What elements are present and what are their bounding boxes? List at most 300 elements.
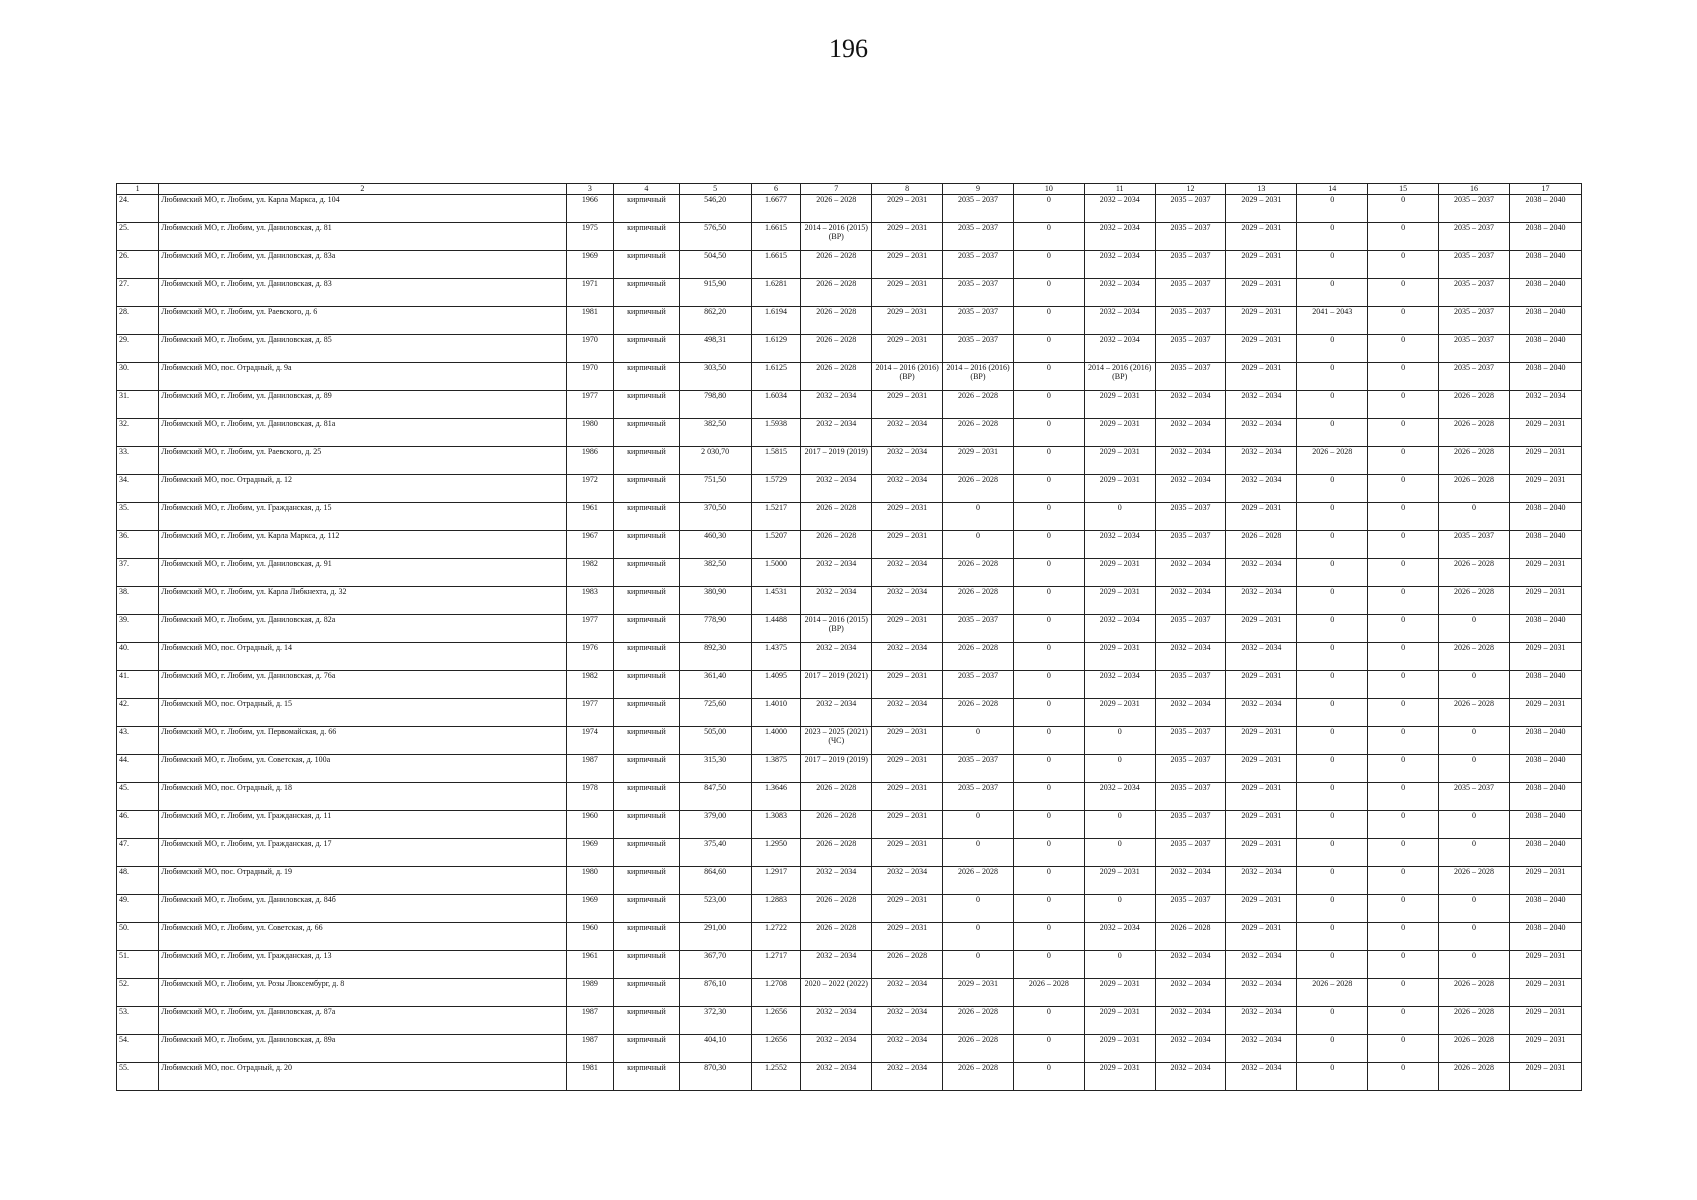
table-cell: 2026 – 2028 [1439, 867, 1510, 895]
table-cell: 2029 – 2031 [1084, 475, 1155, 503]
table-cell: 2026 – 2028 [1439, 1063, 1510, 1091]
table-cell: 2029 – 2031 [943, 979, 1014, 1007]
table-cell: 778,90 [679, 615, 751, 643]
table-cell: кирпичный [614, 419, 680, 447]
table-cell: 2017 – 2019 (2021) [801, 671, 872, 699]
table-cell: 0 [1368, 895, 1439, 923]
table-cell: 0 [1368, 587, 1439, 615]
table-cell: 2035 – 2037 [1439, 783, 1510, 811]
table-cell: 1.3083 [751, 811, 801, 839]
address-cell: Любимский МО, г. Любим, ул. Карла Либкнехта, д. 32 [159, 587, 566, 615]
table-cell: 2032 – 2034 [801, 699, 872, 727]
table-cell: кирпичный [614, 363, 680, 391]
table-cell: 1970 [566, 363, 614, 391]
table-cell: 2035 – 2037 [1155, 895, 1226, 923]
table-cell: 2038 – 2040 [1509, 811, 1581, 839]
table-cell: 2029 – 2031 [1226, 923, 1297, 951]
table-cell: 2029 – 2031 [1509, 643, 1581, 671]
table-cell: 2029 – 2031 [1509, 867, 1581, 895]
table-cell: 2029 – 2031 [1226, 671, 1297, 699]
table-cell: 2026 – 2028 [801, 503, 872, 531]
table-cell: 1972 [566, 475, 614, 503]
address-cell: Любимский МО, пос. Отрадный, д. 20 [159, 1063, 566, 1091]
table-cell: 2035 – 2037 [1155, 251, 1226, 279]
table-cell: 0 [1297, 615, 1368, 643]
table-cell: 2026 – 2028 [1439, 979, 1510, 1007]
table-cell: 1.5938 [751, 419, 801, 447]
table-cell: 2026 – 2028 [943, 643, 1014, 671]
table-cell: 2014 – 2016 (2016) (ВР) [1084, 363, 1155, 391]
table-cell: 1989 [566, 979, 614, 1007]
table-cell: 2029 – 2031 [1226, 279, 1297, 307]
table-cell: 367,70 [679, 951, 751, 979]
address-cell: Любимский МО, г. Любим, ул. Гражданская, д. 13 [159, 951, 566, 979]
table-cell: 1.6194 [751, 307, 801, 335]
table-cell: 2032 – 2034 [801, 867, 872, 895]
table-cell: 2029 – 2031 [1226, 727, 1297, 755]
table-row [117, 447, 1582, 475]
table-cell: 1987 [566, 755, 614, 783]
table-cell: 0 [1013, 1007, 1084, 1035]
table-row [117, 419, 1582, 447]
table-cell: 1.5207 [751, 531, 801, 559]
table-cell: 2026 – 2028 [801, 195, 872, 223]
table-cell: 0 [1368, 335, 1439, 363]
table-cell: 2032 – 2034 [872, 419, 943, 447]
table-cell: 1.6034 [751, 391, 801, 419]
table-cell: 2035 – 2037 [943, 279, 1014, 307]
table-cell: 2032 – 2034 [801, 587, 872, 615]
table-row [117, 671, 1582, 699]
table-cell: 2026 – 2028 [1439, 699, 1510, 727]
table-cell: 2023 – 2025 (2021) (ЧС) [801, 727, 872, 755]
table-cell: 2032 – 2034 [801, 643, 872, 671]
table-cell: 1975 [566, 223, 614, 251]
row-number-cell: 46. [117, 811, 159, 839]
table-cell: 2026 – 2028 [943, 475, 1014, 503]
table-cell: 0 [1084, 951, 1155, 979]
address-cell: Любимский МО, г. Любим, ул. Даниловская, д. 76а [159, 671, 566, 699]
table-cell: 2026 – 2028 [943, 587, 1014, 615]
table-cell: 1.6615 [751, 223, 801, 251]
table-row [117, 195, 1582, 223]
table-cell: 0 [1084, 755, 1155, 783]
table-cell: 1.2883 [751, 895, 801, 923]
table-cell: 382,50 [679, 419, 751, 447]
table-cell: 0 [1368, 251, 1439, 279]
table-cell: 0 [1368, 1007, 1439, 1035]
table-cell: 2035 – 2037 [1439, 195, 1510, 223]
row-number-cell: 33. [117, 447, 159, 475]
table-cell: 0 [1013, 1063, 1084, 1091]
table-header [117, 184, 1582, 195]
table-cell: 0 [1368, 615, 1439, 643]
table-cell: 2029 – 2031 [872, 615, 943, 643]
table-cell: 2029 – 2031 [872, 839, 943, 867]
table-cell: 2029 – 2031 [872, 923, 943, 951]
table-cell: 2026 – 2028 [1439, 419, 1510, 447]
row-number-cell: 39. [117, 615, 159, 643]
table-cell: 0 [1439, 615, 1510, 643]
table-row [117, 811, 1582, 839]
table-cell: кирпичный [614, 727, 680, 755]
table-cell: 2038 – 2040 [1509, 335, 1581, 363]
table-cell: 0 [943, 531, 1014, 559]
table-cell: 2032 – 2034 [801, 419, 872, 447]
table-row [117, 727, 1582, 755]
table-cell: 2029 – 2031 [1084, 559, 1155, 587]
column-header-5: 5 [679, 184, 751, 195]
table-cell: 2032 – 2034 [1155, 867, 1226, 895]
address-cell: Любимский МО, г. Любим, ул. Даниловская, д. 87а [159, 1007, 566, 1035]
table-cell: 0 [1013, 279, 1084, 307]
table-cell: 2035 – 2037 [1439, 335, 1510, 363]
table-cell: 2014 – 2016 (2015) (ВР) [801, 615, 872, 643]
table-cell: 0 [1368, 811, 1439, 839]
table-cell: 0 [943, 727, 1014, 755]
table-cell: 0 [1297, 951, 1368, 979]
table-cell: 2 030,70 [679, 447, 751, 475]
table-cell: 0 [1439, 671, 1510, 699]
table-cell: 0 [1368, 783, 1439, 811]
row-number-cell: 52. [117, 979, 159, 1007]
row-number-cell: 35. [117, 503, 159, 531]
address-cell: Любимский МО, г. Любим, ул. Карла Маркса, д. 112 [159, 531, 566, 559]
row-number-cell: 53. [117, 1007, 159, 1035]
table-cell: 0 [1013, 335, 1084, 363]
table-cell: 2026 – 2028 [1439, 587, 1510, 615]
table-cell: 0 [1084, 503, 1155, 531]
table-cell: 2029 – 2031 [872, 279, 943, 307]
table-cell: 2032 – 2034 [1155, 699, 1226, 727]
table-cell: 382,50 [679, 559, 751, 587]
table-cell: 1.4488 [751, 615, 801, 643]
table-cell: 798,80 [679, 391, 751, 419]
row-number-cell: 28. [117, 307, 159, 335]
column-header-15: 15 [1368, 184, 1439, 195]
table-cell: 0 [1297, 419, 1368, 447]
table-cell: 2026 – 2028 [1439, 1007, 1510, 1035]
table-cell: кирпичный [614, 503, 680, 531]
table-cell: 2035 – 2037 [943, 223, 1014, 251]
table-cell: 862,20 [679, 307, 751, 335]
table-cell: 2029 – 2031 [1509, 587, 1581, 615]
table-cell: 576,50 [679, 223, 751, 251]
column-header-16: 16 [1439, 184, 1510, 195]
table-row [117, 699, 1582, 727]
table-cell: 2035 – 2037 [1155, 755, 1226, 783]
table-cell: 2032 – 2034 [1226, 867, 1297, 895]
table-cell: 2032 – 2034 [1226, 1063, 1297, 1091]
table-cell: 0 [1439, 503, 1510, 531]
table-cell: 2032 – 2034 [872, 447, 943, 475]
table-cell: 303,50 [679, 363, 751, 391]
table-row [117, 951, 1582, 979]
row-number-cell: 34. [117, 475, 159, 503]
table-cell: 0 [943, 923, 1014, 951]
table-cell: 2029 – 2031 [1226, 811, 1297, 839]
row-number-cell: 31. [117, 391, 159, 419]
table-cell: 1969 [566, 895, 614, 923]
table-cell: 2035 – 2037 [1155, 783, 1226, 811]
table-row [117, 615, 1582, 643]
table-cell: 2035 – 2037 [1155, 811, 1226, 839]
table-cell: 2029 – 2031 [943, 447, 1014, 475]
table-cell: 2029 – 2031 [872, 307, 943, 335]
table-row [117, 895, 1582, 923]
table-cell: 2035 – 2037 [1155, 223, 1226, 251]
table-cell: 1.4010 [751, 699, 801, 727]
table-cell: 2032 – 2034 [1226, 419, 1297, 447]
row-number-cell: 32. [117, 419, 159, 447]
table-cell: 2035 – 2037 [1155, 531, 1226, 559]
table-cell: 2026 – 2028 [801, 811, 872, 839]
table-cell: 546,20 [679, 195, 751, 223]
table-cell: 0 [1297, 867, 1368, 895]
table-cell: 2032 – 2034 [801, 475, 872, 503]
table-cell: 1981 [566, 1063, 614, 1091]
table-cell: 523,00 [679, 895, 751, 923]
table-cell: 2026 – 2028 [801, 531, 872, 559]
table-cell: 0 [1013, 363, 1084, 391]
table-cell: 0 [1368, 1063, 1439, 1091]
table-cell: 1.6125 [751, 363, 801, 391]
table-row [117, 783, 1582, 811]
table-cell: 0 [1084, 727, 1155, 755]
table-cell: 2029 – 2031 [872, 727, 943, 755]
column-header-13: 13 [1226, 184, 1297, 195]
table-cell: 2032 – 2034 [1155, 1063, 1226, 1091]
row-number-cell: 50. [117, 923, 159, 951]
table-cell: 0 [1368, 559, 1439, 587]
table-cell: кирпичный [614, 951, 680, 979]
table-cell: 0 [1368, 1035, 1439, 1063]
table-cell: 1967 [566, 531, 614, 559]
table-cell: 2029 – 2031 [872, 251, 943, 279]
table-row [117, 839, 1582, 867]
table-cell: 0 [1368, 475, 1439, 503]
table-cell: 2020 – 2022 (2022) [801, 979, 872, 1007]
table-cell: 2038 – 2040 [1509, 531, 1581, 559]
table-cell: 2026 – 2028 [1439, 559, 1510, 587]
table-cell: 2032 – 2034 [801, 1007, 872, 1035]
table-cell: кирпичный [614, 223, 680, 251]
table-cell: 2029 – 2031 [872, 783, 943, 811]
table-cell: 1966 [566, 195, 614, 223]
table-cell: 1971 [566, 279, 614, 307]
table-cell: 2035 – 2037 [943, 251, 1014, 279]
table-cell: 1986 [566, 447, 614, 475]
table-row [117, 1035, 1582, 1063]
table-cell: 0 [1297, 755, 1368, 783]
table-cell: 2026 – 2028 [872, 951, 943, 979]
table-cell: 0 [1297, 475, 1368, 503]
row-number-cell: 55. [117, 1063, 159, 1091]
table-cell: 0 [1297, 195, 1368, 223]
table-cell: 0 [1013, 503, 1084, 531]
table-cell: 0 [1297, 531, 1368, 559]
table-cell: 0 [1368, 391, 1439, 419]
row-number-cell: 40. [117, 643, 159, 671]
table-row [117, 279, 1582, 307]
table-cell: 0 [1013, 559, 1084, 587]
address-cell: Любимский МО, пос. Отрадный, д. 18 [159, 783, 566, 811]
table-cell: 0 [1013, 867, 1084, 895]
row-number-cell: 47. [117, 839, 159, 867]
table-cell: 2029 – 2031 [1226, 615, 1297, 643]
column-header-1: 1 [117, 184, 159, 195]
schedule-table [116, 183, 1582, 1091]
address-cell: Любимский МО, пос. Отрадный, д. 14 [159, 643, 566, 671]
table-cell: 0 [1368, 447, 1439, 475]
table-cell: 2029 – 2031 [1084, 419, 1155, 447]
table-cell: кирпичный [614, 923, 680, 951]
table-cell: 1.4531 [751, 587, 801, 615]
table-cell: 2029 – 2031 [1509, 1007, 1581, 1035]
table-cell: кирпичный [614, 251, 680, 279]
table-cell: 864,60 [679, 867, 751, 895]
schedule-table-container [116, 183, 1582, 1091]
table-cell: 2029 – 2031 [1084, 391, 1155, 419]
table-cell: кирпичный [614, 895, 680, 923]
table-cell: кирпичный [614, 783, 680, 811]
table-cell: 1977 [566, 391, 614, 419]
table-cell: 2029 – 2031 [1226, 783, 1297, 811]
table-cell: 2032 – 2034 [1226, 643, 1297, 671]
table-row [117, 251, 1582, 279]
table-cell: 0 [943, 839, 1014, 867]
table-row [117, 979, 1582, 1007]
column-header-7: 7 [801, 184, 872, 195]
table-cell: 2029 – 2031 [1226, 363, 1297, 391]
address-cell: Любимский МО, г. Любим, ул. Даниловская, д. 91 [159, 559, 566, 587]
table-row [117, 307, 1582, 335]
table-cell: 0 [1368, 923, 1439, 951]
column-header-8: 8 [872, 184, 943, 195]
table-cell: 2029 – 2031 [1509, 699, 1581, 727]
column-header-4: 4 [614, 184, 680, 195]
table-row [117, 559, 1582, 587]
table-cell: 379,00 [679, 811, 751, 839]
table-cell: 2032 – 2034 [872, 643, 943, 671]
table-cell: 2029 – 2031 [872, 811, 943, 839]
table-cell: 2035 – 2037 [1155, 839, 1226, 867]
table-cell: 2029 – 2031 [872, 671, 943, 699]
table-cell: 0 [1297, 839, 1368, 867]
table-cell: 1.2656 [751, 1007, 801, 1035]
table-cell: 2035 – 2037 [943, 755, 1014, 783]
table-row [117, 363, 1582, 391]
table-cell: 2035 – 2037 [943, 671, 1014, 699]
table-cell: 2038 – 2040 [1509, 503, 1581, 531]
table-cell: 2029 – 2031 [1226, 503, 1297, 531]
table-cell: 2029 – 2031 [872, 531, 943, 559]
table-cell: 2032 – 2034 [872, 475, 943, 503]
table-cell: кирпичный [614, 643, 680, 671]
table-cell: 0 [1297, 923, 1368, 951]
column-header-9: 9 [943, 184, 1014, 195]
table-cell: 2038 – 2040 [1509, 783, 1581, 811]
table-cell: 315,30 [679, 755, 751, 783]
table-cell: 2032 – 2034 [801, 559, 872, 587]
table-cell: 0 [1013, 251, 1084, 279]
table-cell: 2032 – 2034 [801, 1063, 872, 1091]
table-cell: 2026 – 2028 [943, 1035, 1014, 1063]
table-cell: 2032 – 2034 [1084, 671, 1155, 699]
table-cell: 2029 – 2031 [1226, 895, 1297, 923]
table-body [117, 195, 1582, 1091]
table-cell: 1.2656 [751, 1035, 801, 1063]
table-row [117, 531, 1582, 559]
table-cell: 404,10 [679, 1035, 751, 1063]
table-cell: кирпичный [614, 447, 680, 475]
column-header-3: 3 [566, 184, 614, 195]
table-cell: кирпичный [614, 307, 680, 335]
table-cell: 0 [1368, 195, 1439, 223]
table-cell: 1.2708 [751, 979, 801, 1007]
table-cell: 847,50 [679, 783, 751, 811]
table-cell: 2026 – 2028 [1226, 531, 1297, 559]
table-cell: 1.3646 [751, 783, 801, 811]
table-cell: 0 [1368, 223, 1439, 251]
table-cell: 2032 – 2034 [1226, 979, 1297, 1007]
table-row [117, 223, 1582, 251]
table-cell: 1969 [566, 251, 614, 279]
table-cell: 1974 [566, 727, 614, 755]
row-number-cell: 44. [117, 755, 159, 783]
table-cell: 2041 – 2043 [1297, 307, 1368, 335]
table-cell: 2032 – 2034 [872, 587, 943, 615]
table-cell: 2029 – 2031 [872, 755, 943, 783]
table-cell: 2029 – 2031 [1509, 419, 1581, 447]
table-cell: 291,00 [679, 923, 751, 951]
table-cell: 2038 – 2040 [1509, 727, 1581, 755]
row-number-cell: 54. [117, 1035, 159, 1063]
table-cell: 0 [1368, 531, 1439, 559]
table-cell: 2032 – 2034 [1226, 1007, 1297, 1035]
table-cell: 0 [1368, 363, 1439, 391]
table-cell: 2029 – 2031 [872, 895, 943, 923]
table-cell: 0 [1368, 419, 1439, 447]
row-number-cell: 30. [117, 363, 159, 391]
table-cell: 0 [1439, 895, 1510, 923]
table-cell: 0 [943, 811, 1014, 839]
table-cell: 2032 – 2034 [1155, 587, 1226, 615]
table-row [117, 755, 1582, 783]
table-cell: 0 [1368, 279, 1439, 307]
table-cell: 0 [1013, 783, 1084, 811]
address-cell: Любимский МО, г. Любим, ул. Гражданская, д. 15 [159, 503, 566, 531]
address-cell: Любимский МО, пос. Отрадный, д. 12 [159, 475, 566, 503]
table-cell: 2038 – 2040 [1509, 279, 1581, 307]
table-cell: 0 [1013, 391, 1084, 419]
table-cell: кирпичный [614, 531, 680, 559]
table-cell: 2026 – 2028 [943, 867, 1014, 895]
table-cell: 2026 – 2028 [943, 1063, 1014, 1091]
table-cell: кирпичный [614, 559, 680, 587]
table-cell: 2026 – 2028 [1439, 447, 1510, 475]
table-cell: 2026 – 2028 [801, 783, 872, 811]
table-cell: 2032 – 2034 [1084, 307, 1155, 335]
table-row [117, 1007, 1582, 1035]
table-cell: 0 [1297, 895, 1368, 923]
table-cell: 0 [1439, 951, 1510, 979]
table-cell: 2038 – 2040 [1509, 307, 1581, 335]
row-number-cell: 25. [117, 223, 159, 251]
table-cell: 0 [1368, 699, 1439, 727]
table-cell: 2029 – 2031 [1226, 755, 1297, 783]
table-cell: 2029 – 2031 [1226, 839, 1297, 867]
